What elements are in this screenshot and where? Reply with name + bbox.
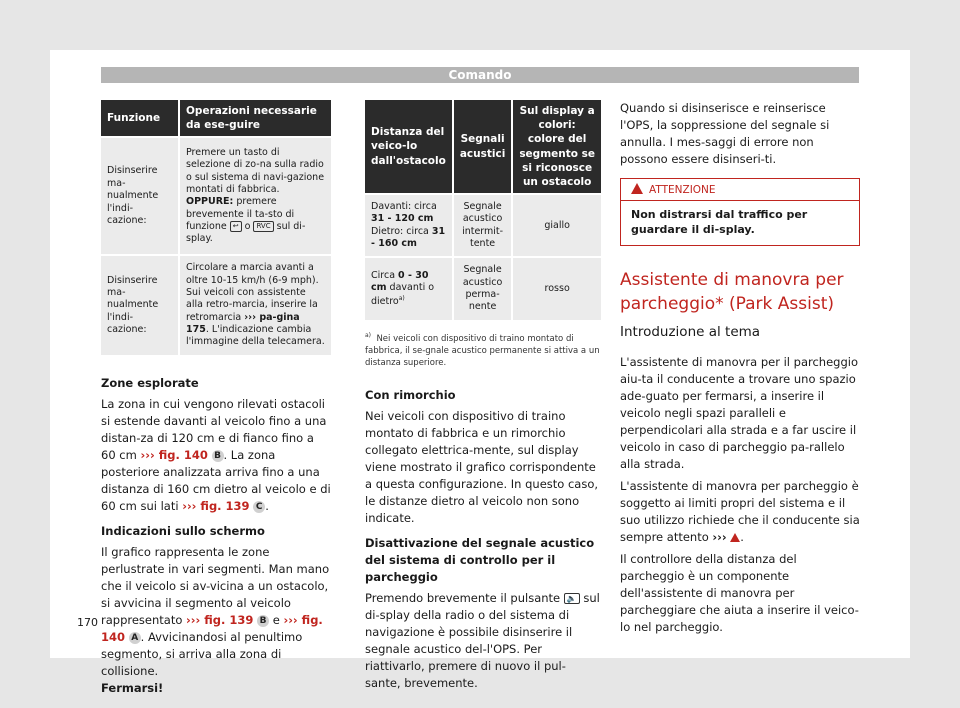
warning-title: ATTENZIONE (649, 184, 716, 196)
manual-page (50, 50, 910, 695)
paragraph: Il controllore della distanza del parcheggio è un componente dell'assistente di manovra per parcheggiare che aiuta a inserire il veico-lo nel parcheggio. (620, 552, 859, 634)
table-cell (179, 137, 331, 255)
label-b-icon: B (257, 615, 269, 627)
column-left (101, 100, 331, 697)
text: davanti o dietro (371, 282, 435, 307)
fig-link[interactable]: ››› fig. 140 (101, 612, 323, 644)
label-c-icon: C (253, 501, 265, 513)
function-table (101, 100, 331, 355)
table-row (365, 257, 601, 319)
label-b-icon: B (212, 450, 224, 462)
text-bold: 0 - 30 cm (371, 270, 429, 294)
table-header-signals: Segnali acustici (453, 100, 512, 194)
warning-triangle-icon (631, 183, 643, 194)
text: Circa (371, 270, 399, 281)
text-bold: 31 - 160 cm (371, 225, 446, 250)
cell-text: Circolare a marcia avanti a oltre 10-15 km/h (6-9 mph). Sui veicoli con assistente alla retro-marcia, inserire la retromarcia (186, 262, 319, 323)
text: . (740, 530, 744, 544)
text: L'assistente di manovra per parcheggio è soggetto ai limiti propri del sistema e il suo utilizzo richiede che il conducente sia sempre attento (620, 479, 860, 544)
footnote-mark: a) (398, 294, 405, 302)
fig-link[interactable]: ››› fig. 140 (140, 447, 208, 462)
page-link[interactable]: ››› pa-gina 175 (186, 311, 300, 336)
text-bold: Fermarsi! (101, 680, 164, 695)
text: sul di-splay della radio o del sistema di navigazione è possibile disinserire il segnale acustico del-l'OPS. Per riattivarlo, premere di nuovo il pul-sante, brevemente. (365, 590, 600, 690)
warning-link[interactable]: ››› (712, 530, 727, 544)
footnote (365, 330, 601, 369)
footnote-text: Nei veicoli con dispositivo di traino montato di fabbrica, il se-gnale acustico permanente si attiva a un distanza superiore. (365, 333, 600, 368)
label-a-icon: A (129, 632, 141, 644)
section-title: Assistente di manovra per parcheggio* (Park Assist) (620, 270, 844, 314)
column-right (620, 100, 860, 636)
cell-text: . L'indicazione cambia l'immagine della telecamera. (186, 324, 325, 348)
fig-link[interactable]: ››› fig. 139 (186, 612, 254, 627)
paragraph (101, 544, 331, 697)
table-cell (365, 194, 453, 257)
heading-disattivazione: Disattivazione del segnale acustico del sistema di controllo per il parcheggio (365, 535, 595, 584)
table-cell: Segnale acustico intermit-tente (453, 194, 512, 257)
table-cell (365, 257, 453, 319)
table-header-distance: Distanza del veico-lo dall'ostacolo (365, 100, 453, 194)
table-header-color: Sul display a colori: colore del segmento se si riconosce un ostacolo (512, 100, 601, 194)
fig-link[interactable]: ››› fig. 139 (182, 498, 250, 513)
page-number: 170 (77, 616, 98, 629)
text: Dietro: circa (371, 225, 432, 237)
text: Premendo brevemente il pulsante (365, 590, 564, 605)
back-key-icon: ↩ (230, 221, 242, 232)
warning-header (621, 179, 859, 201)
table-cell: giallo (512, 194, 601, 257)
table-header-operations: Operazioni necessarie da ese-guire (179, 100, 331, 137)
text: Davanti: circa (371, 201, 437, 213)
paragraph: L'assistente di manovra per il parcheggio aiu-ta il conducente a trovare uno spazio ade-guato per fermarsi, a inserire il veicolo negli spazi paralleli e perpendicolari alla strada e a far uscire il veicolo in caso di parcheggio pa-rallelo alla strada. (620, 355, 859, 471)
cell-text: o (241, 221, 254, 233)
text: e (269, 612, 284, 627)
table-header-function: Funzione (101, 100, 179, 137)
table-row (101, 255, 331, 354)
cell-text: Premere un tasto di selezione di zo-na sulla radio o sul sistema di navi-gazione montati di fabbrica. (186, 146, 325, 195)
text: Il grafico rappresenta le zone perlustrate in vari segmenti. Man mano che il veicolo si av-vicina a un ostacolo, si avvicina il segmento al veicolo rappresentato (101, 544, 330, 627)
text-bold: 31 - 120 cm (371, 213, 434, 225)
rvc-key: RVC (253, 221, 273, 232)
paragraph (365, 590, 601, 692)
paragraph (101, 396, 331, 515)
heading-zone: Zone esplorate (101, 375, 199, 390)
text: . La zona posteriore analizzata arriva fino a una distanza di 160 cm dietro al veicolo e di 60 cm sui lati (101, 447, 331, 513)
table-row (365, 194, 601, 257)
table-cell: Disinserire ma-nualmente l'indi-cazione: (101, 137, 179, 255)
paragraph: Quando si disinserisce e reinserisce l'OPS, la soppressione del segnale si annulla. I mes-saggi di errore non possono essere disinseri-ti. (620, 101, 830, 166)
heading-rimorchio: Con rimorchio (365, 387, 456, 402)
table-cell: rosso (512, 257, 601, 319)
section-header: Comando (101, 67, 859, 83)
table-row (101, 137, 331, 255)
text: . Avvicinandosi al penultimo segmento, si arriva alla zona di collisione. (101, 629, 303, 678)
distance-table (365, 100, 601, 320)
warning-triangle-icon (730, 533, 740, 542)
column-middle (365, 100, 601, 692)
table-cell (179, 255, 331, 354)
cell-text: sul di-splay. (186, 221, 306, 245)
heading-indicazioni: Indicazioni sullo schermo (101, 523, 265, 538)
speaker-mute-icon[interactable]: 🔈 (564, 593, 580, 604)
cell-text: premere brevemente il ta-sto di funzione (186, 196, 295, 233)
text: . (265, 498, 269, 513)
warning-box (620, 178, 860, 246)
cell-bold: OPPURE: (186, 196, 234, 208)
paragraph (620, 478, 860, 546)
paragraph: Nei veicoli con dispositivo di traino montato di fabbrica e un rimorchio collegato elettrica-mente, sul display viene mostrato il grafico corrispondente a questa configurazione. In questo caso, le distanze dietro al veicolo non sono indicate. (365, 408, 599, 525)
subsection-title: Introduzione al tema (620, 324, 761, 340)
warning-body: Non distrarsi dal traffico per guardare il di-splay. (631, 208, 808, 236)
footnote-mark: a) (365, 331, 372, 339)
table-cell: Segnale acustico perma-nente (453, 257, 512, 319)
table-cell: Disinserire ma-nualmente l'indi-cazione: (101, 255, 179, 354)
text: La zona in cui vengono rilevati ostacoli si estende davanti al veicolo fino a una distan-za di 120 cm e di fianco fino a 60 cm (101, 396, 327, 462)
